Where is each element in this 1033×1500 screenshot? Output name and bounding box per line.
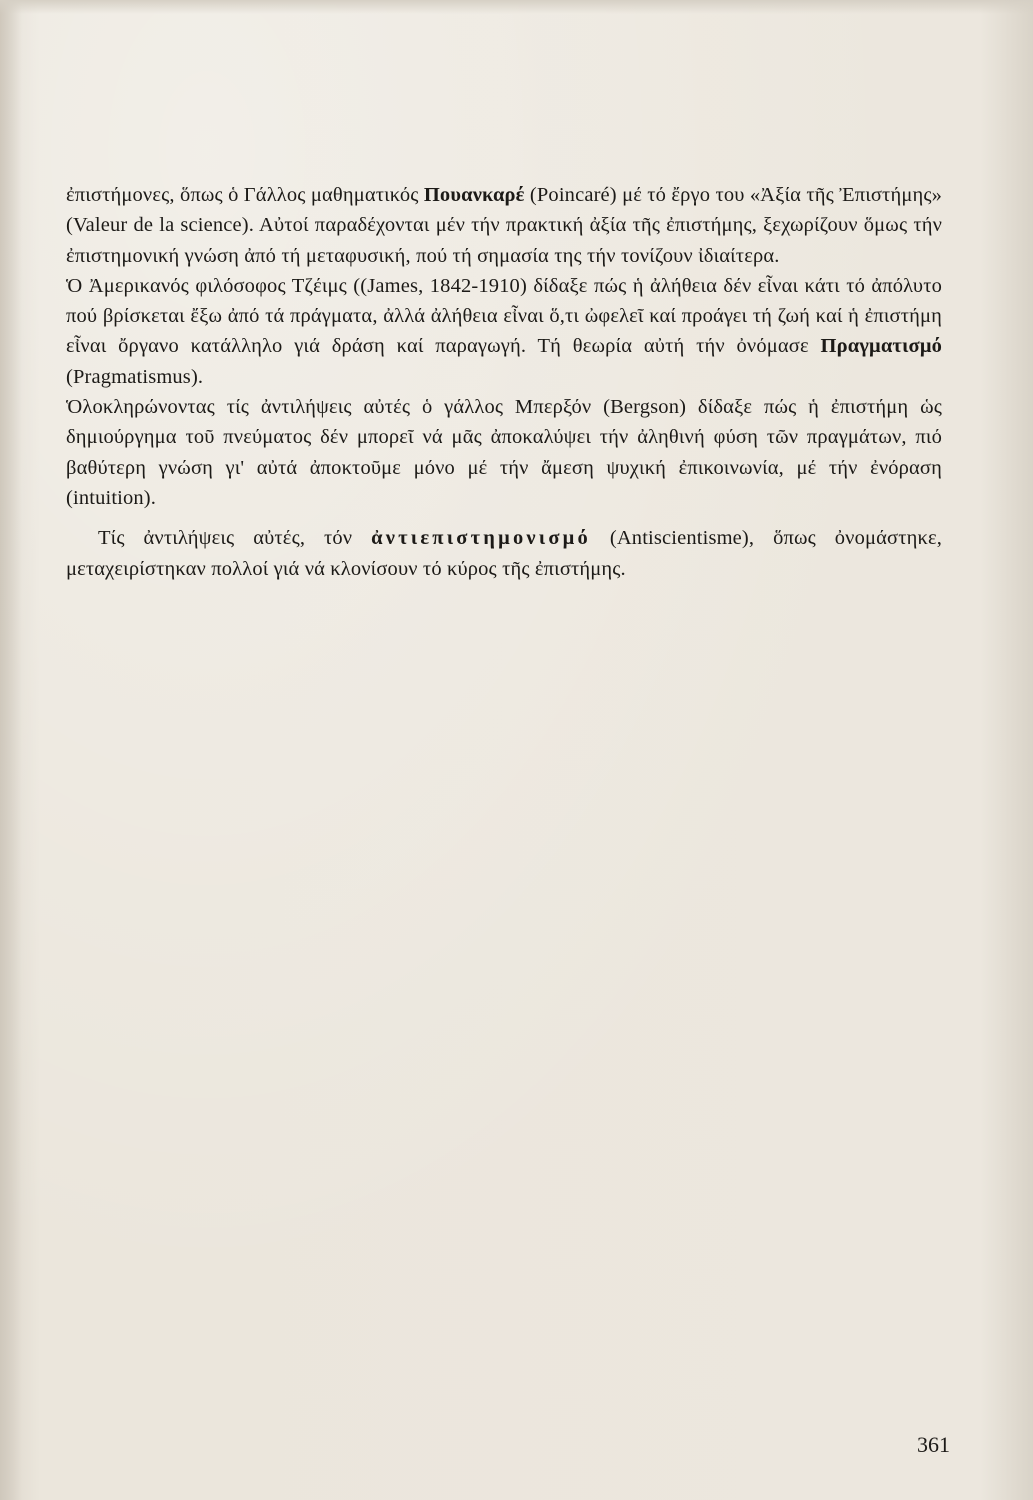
paragraph-james: Ὁ Ἀμερικανός φιλόσοφος Τζέιμς ((James, 1842-1910) δίδαξε πώς ἡ ἀλήθεια δέν εἶναι κάτι τό ἀπόλυτο πού βρίσκεται ἔξω ἀπό τά πράγματα, ἀλλά ἀλήθεια εἶναι ὅ,τι ὠφελεῖ καί προάγει τή ζωή καί ἡ ἐπιστήμη εἶναι ὄργανο κατάλληλο γιά δράση καί παραγωγή. Τή θεωρία αὐτή τήν ὀνόμασε Πραγματισμό (Pragmatismus). xyxy=(66,274,942,388)
term-antiscientism: ἀντιεπιστημονισμό xyxy=(371,527,591,550)
page-shadow-top xyxy=(0,0,1033,14)
term-pragmatism: Πραγματισμό xyxy=(820,335,942,358)
body-text xyxy=(66,180,942,584)
page-shadow-left xyxy=(0,0,22,1500)
paragraph-antiscientism: Τίς ἀντιλήψεις αὐτές, τόν ἀντιεπιστημονισμό (Antiscientisme), ὅπως ὀνομάστηκε, μεταχειρίστηκαν πολλοί γιά νά κλονίσουν τό κύρος τῆς ἐπιστήμης. xyxy=(66,527,943,580)
paragraph-poincare: ἐπιστήμονες, ὅπως ὁ Γάλλος μαθηματικός Πουανκαρέ (Poincaré) μέ τό ἔργο του «Ἀξία τῆς Ἐπιστήμης» (Valeur de la science). Αὐτοί παραδέχονται μέν τήν πρακτική ἀξία τῆς ἐπιστήμης, ξεχωρίζουν ὅμως τήν ἐπιστημονική γνώση ἀπό τή μεταφυσική, πού τή σημασία της τήν τονίζουν ἰδιαίτερα. xyxy=(66,184,942,267)
page-number: 361 xyxy=(917,1432,950,1457)
paragraph-bergson: Ὁλοκληρώνοντας τίς ἀντιλήψεις αὐτές ὁ γάλλος Μπερξόν (Bergson) δίδαξε πώς ἡ ἐπιστήμη ὡς δημιούργημα τοῦ πνεύματος δέν μπορεῖ νά μᾶς ἀποκαλύψει τήν ἀληθινή φύση τῶν πραγμάτων, πιό βαθύτερη γνώση γι' αὐτά ἀποκτοῦμε μόνο μέ τήν ἄμεση ψυχική ἐπικοινωνία, μέ τήν ἐνόραση (intuition). xyxy=(66,396,942,509)
term-poincare: Πουανκαρέ xyxy=(423,184,525,206)
